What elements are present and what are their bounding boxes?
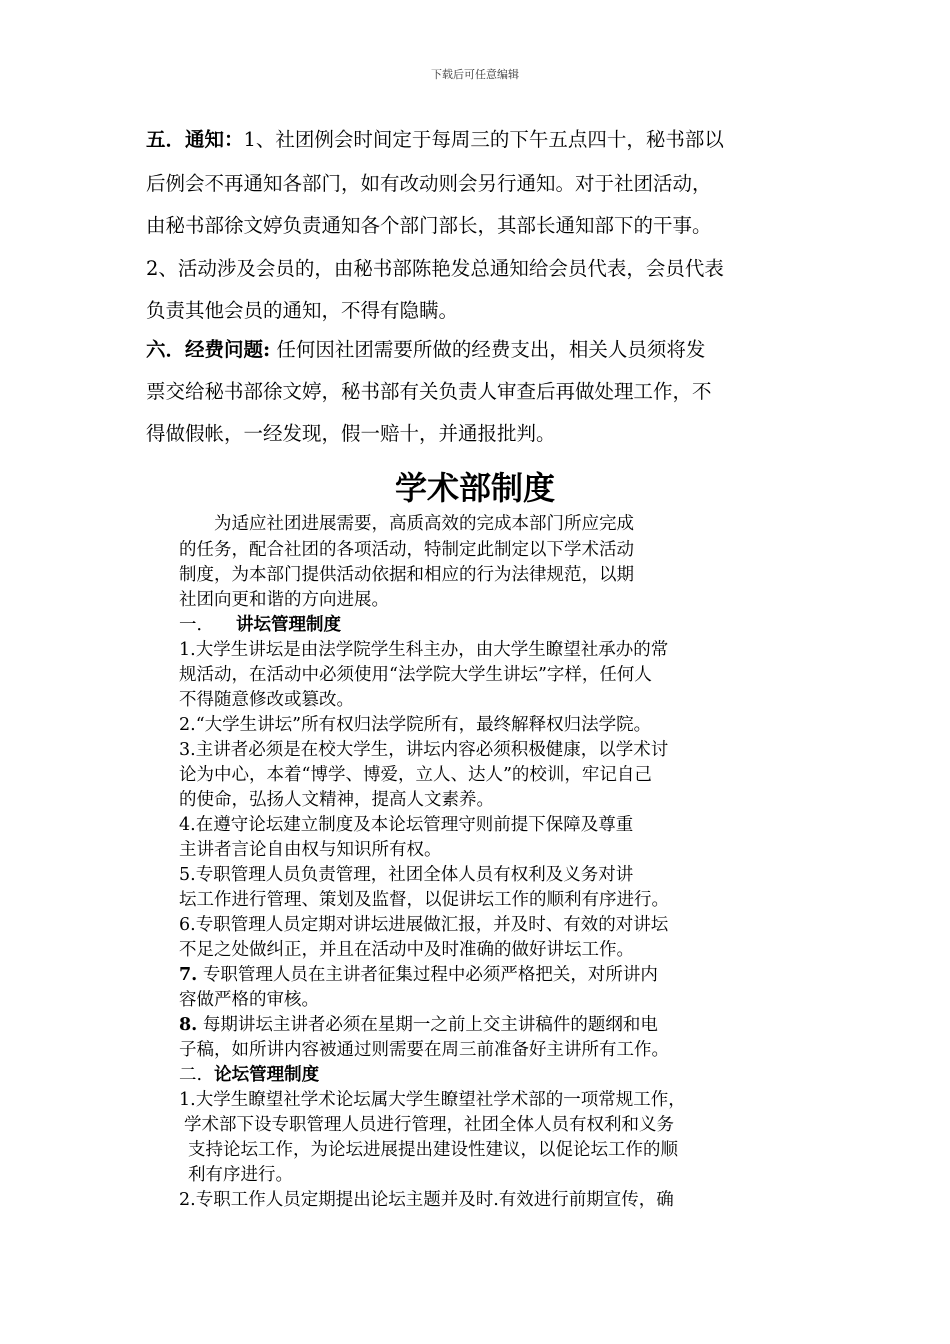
part1-line-7: 7. 专职管理人员在主讲者征集过程中必须严格把关，对所讲内 <box>179 965 658 985</box>
part1-line: 子稿，如所讲内容被通过则需要在周三前准备好主讲所有工作。 <box>179 1040 669 1060</box>
part2-heading: 论坛管理制度 <box>214 1065 320 1085</box>
section6-line1: 六．经费问题: 任何因社团需要所做的经费支出，相关人员须将发 <box>146 338 706 361</box>
part2-line: 利有序进行。 <box>188 1165 293 1185</box>
part2-num: 二. <box>179 1065 203 1085</box>
part2-line: 支持论坛工作，为论坛进展提出建设性建议，以促论坛工作的顺 <box>188 1140 678 1160</box>
part1-heading-line <box>179 611 341 636</box>
part2-heading-line <box>179 1061 319 1086</box>
part1-line: 3.主讲者必须是在校大学生，讲坛内容必须积极健康，以学术讨 <box>179 740 669 760</box>
section5-line1: 五．通知：1、社团例会时间定于每周三的下午五点四十，秘书部以 <box>146 128 724 151</box>
section6-line2: 票交给秘书部徐文婷，秘书部有关负责人审查后再做处理工作，不 <box>146 380 712 403</box>
part1-heading: 讲坛管理制度 <box>236 615 341 635</box>
part1-line: 4.在遵守论坛建立制度及本论坛管理守则前提下保障及尊重 <box>179 815 634 835</box>
section5-line5: 负责其他会员的通知，不得有隐瞒。 <box>146 299 459 322</box>
part1-line: 不得随意修改或篡改。 <box>179 690 354 710</box>
part1-line: 2.“大学生讲坛”所有权归法学院所有，最终解释权归法学院。 <box>179 715 652 735</box>
part1-line: 容做严格的审核。 <box>179 990 319 1010</box>
part1-line: 5.专职管理人员负责管理，社团全体人员有权利及义务对讲 <box>179 865 634 885</box>
part1-line: 的使命，弘扬人文精神，提高人文素养。 <box>179 790 494 810</box>
part2-line: 学术部下设专职管理人员进行管理，社团全体人员有权利和义务 <box>184 1115 674 1135</box>
intro-line3: 制度，为本部门提供活动依据和相应的行为法律规范，以期 <box>179 565 634 585</box>
part1-line: 1.大学生讲坛是由法学院学生科主办，由大学生瞭望社承办的常 <box>179 640 669 660</box>
part1-line: 规活动，在活动中必须使用“法学院大学生讲坛”字样，任何人 <box>179 665 652 685</box>
section5-line3: 由秘书部徐文婷负责通知各个部门部长，其部长通知部下的干事。 <box>146 214 712 237</box>
part1-num: 一． <box>179 615 214 635</box>
section5-heading: 五．通知： <box>146 128 244 151</box>
part2-line: 2.专职工作人员定期提出论坛主题并及时.有效进行前期宣传，确 <box>179 1190 674 1210</box>
section6-heading: 六．经费问题: <box>146 338 271 361</box>
page-title: 学术部制度 <box>394 469 555 507</box>
item-number: 7. <box>179 965 198 985</box>
section6-line3: 得做假帐，一经发现，假一赔十，并通报批判。 <box>146 422 556 445</box>
header-watermark: 下载后可任意编辑 <box>431 68 519 81</box>
part1-line-8: 8. 每期讲坛主讲者必须在星期一之前上交主讲稿件的题纲和电 <box>179 1015 658 1035</box>
intro-line1: 为适应社团进展需要，高质高效的完成本部门所应完成 <box>214 514 634 534</box>
part1-line: 不足之处做纠正，并且在活动中及时准确的做好讲坛工作。 <box>179 940 634 960</box>
section5-line2: 后例会不再通知各部门，如有改动则会另行通知。对于社团活动， <box>146 172 712 195</box>
intro-line4: 社团向更和谐的方向进展。 <box>179 590 389 610</box>
part2-line: 1.大学生瞭望社学术论坛属大学生瞭望社学术部的一项常规工作， <box>179 1090 686 1110</box>
intro-line2: 的任务，配合社团的各项活动，特制定此制定以下学术活动 <box>179 540 634 560</box>
part1-line: 6.专职管理人员定期对讲坛进展做汇报，并及时、有效的对讲坛 <box>179 915 669 935</box>
part1-line: 主讲者言论自由权与知识所有权。 <box>179 840 442 860</box>
part1-line: 坛工作进行管理、策划及监督，以促讲坛工作的顺利有序进行。 <box>179 890 669 910</box>
item-number: 8. <box>179 1015 198 1035</box>
section5-line4: 2、活动涉及会员的，由秘书部陈艳发总通知给会员代表，会员代表 <box>146 257 724 280</box>
part1-line: 论为中心，本着“博学、博爱，立人、达人”的校训，牢记自己 <box>179 765 652 785</box>
